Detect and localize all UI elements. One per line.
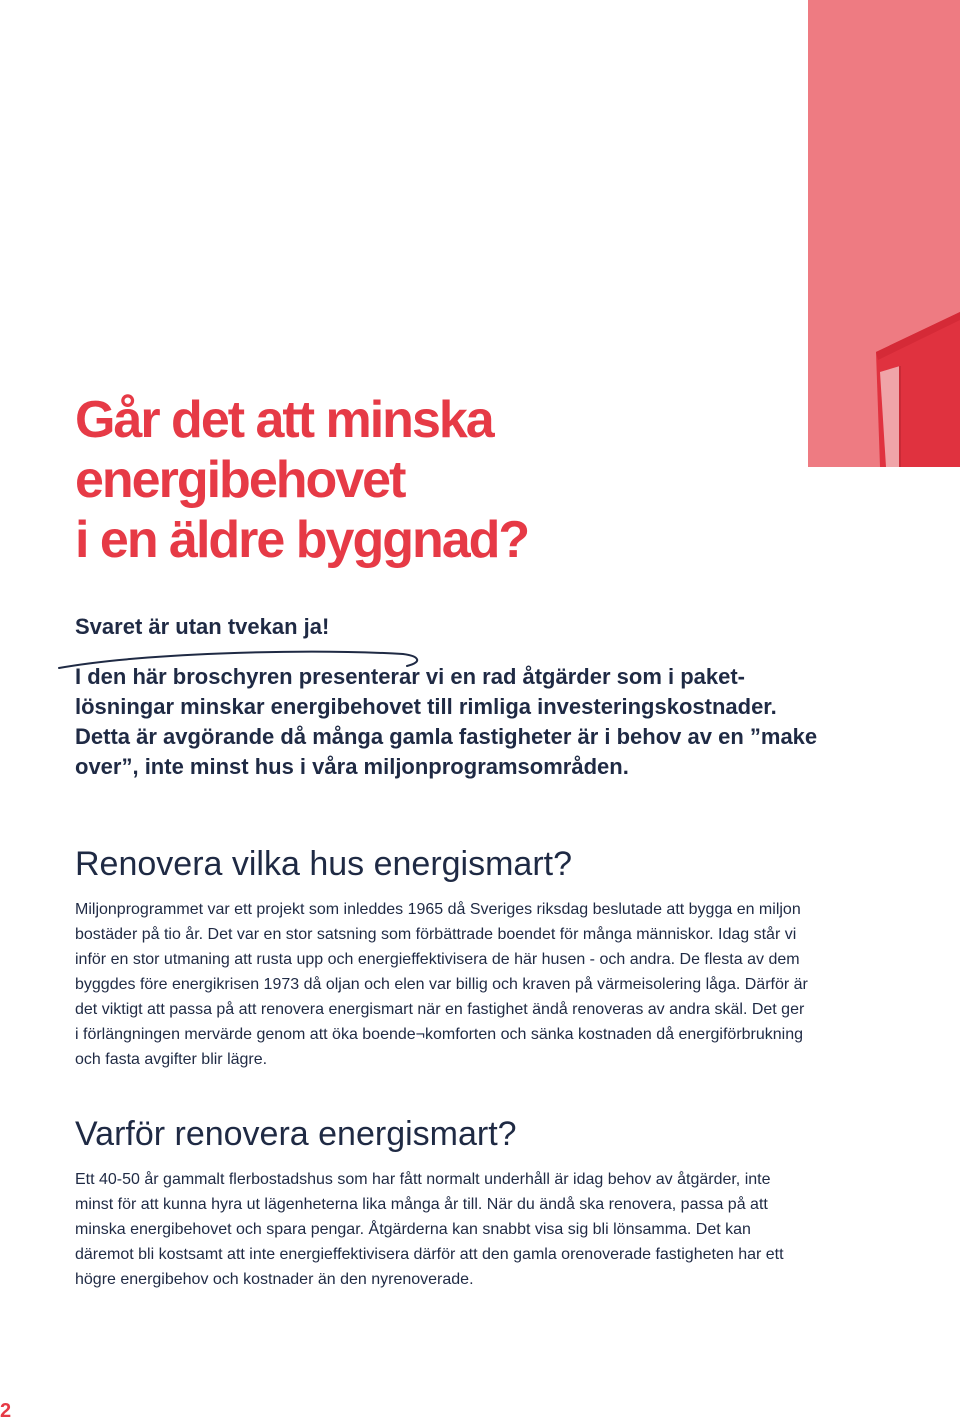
page-number: 2 <box>0 1400 12 1422</box>
heading-line-1: Går det att minska <box>75 391 493 449</box>
heading-line-2: energibehovet <box>75 451 405 509</box>
header-photo <box>808 0 960 467</box>
heading-line-3: i en äldre byggnad? <box>75 511 529 569</box>
lead-text: I den här broschyren presenterar vi en rad åtgärder som i paket-lösningar minskar energibehovet till rimliga investeringskostnader. Detta är avgörande då många gamla fastigheter är i behov av en ”make over”, inte minst hus i våra miljonprogramsområden. <box>75 664 818 779</box>
section-title-varfor-renovera: Varför renovera energismart? <box>75 1115 517 1153</box>
house-roof-graphic <box>808 0 960 467</box>
main-heading <box>75 390 528 570</box>
lead-block <box>75 612 835 782</box>
lead-title: Svaret är utan tvekan ja! <box>75 614 330 639</box>
underline-swoosh <box>57 644 437 670</box>
section-body-varfor-renovera: Ett 40-50 år gammalt flerbostadshus som har fått normalt underhåll är idag behov av åtgärder, inte minst för att kunna hyra ut lägenheterna lika många år till. När du ändå ska renovera, passa på att minska energibehovet och spara pengar. Åtgärderna kan snabbt visa sig bli lönsamma. Det kan däremot bli kostsamt att inte energieffektivisera därför att den gamla orenoverade fastigheten har ett högre energibehov och kostnader än den nyrenoverade. <box>75 1171 784 1288</box>
section-title-renovera-vilka-hus: Renovera vilka hus energismart? <box>75 845 573 883</box>
section-body-renovera-vilka-hus: Miljonprogrammet var ett projekt som inleddes 1965 då Sveriges riksdag beslutade att bygga en miljon bostäder på tio år. Det var en stor satsning som förbättrade boendet för många människor. Idag står vi inför en stor utmaning att rusta upp och energieffektivisera de här husen - och andra. De flesta av dem byggdes före energikrisen 1973 då oljan och elen var billig och kraven på värmeisolering låga. Därför är det viktigt att passa på att renovera energismart när en fastighet ändå renoveras av andra skäl. Det ger i förlängningen mervärde genom att öka boende¬komforten och sänka kostnaden då energiförbrukning och fasta avgifter blir lägre. <box>75 901 808 1068</box>
